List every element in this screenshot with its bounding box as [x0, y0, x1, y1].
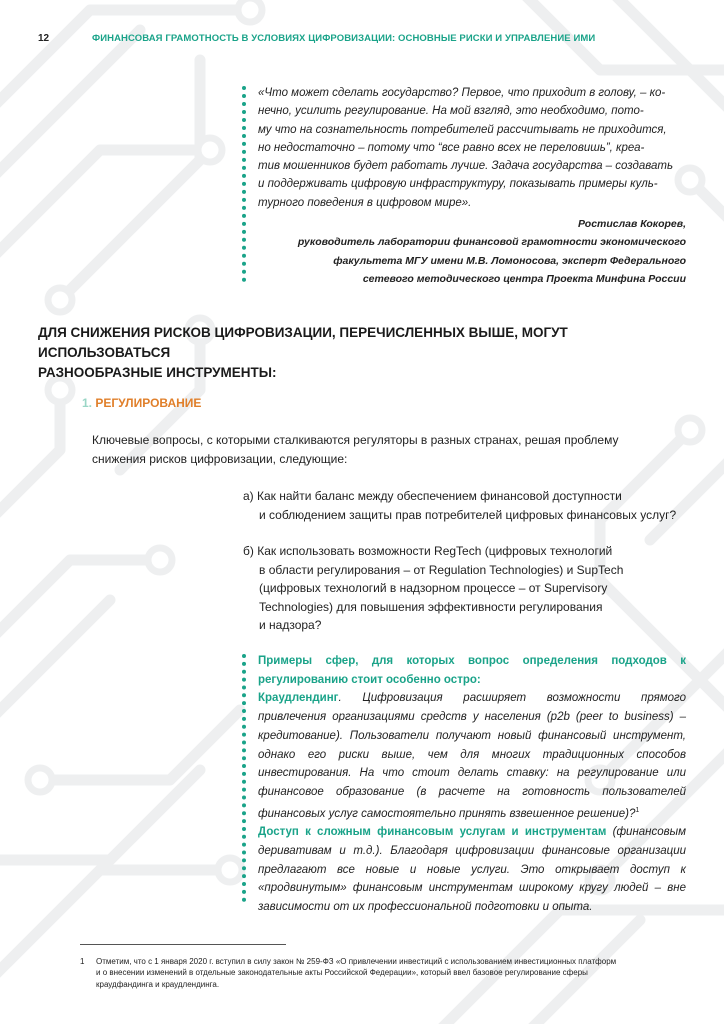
- quote-line: нечно, усилить регулирование. На мой взгляд, это необходимо, пото-: [258, 105, 644, 118]
- question-a: [243, 487, 693, 524]
- quote-attribution: [258, 215, 686, 288]
- question-a-line: а) Как найти баланс между обеспечением финансовой доступности: [243, 489, 622, 503]
- attribution-line: факультета МГУ имени М.В. Ломоносова, эксперт Федерального: [333, 254, 686, 267]
- subsection-heading: [82, 396, 201, 410]
- example-text: (финансовым деривативам и т.д.). Благодаря цифровизации финансовые организации предлагают все новые и новые услуги. Это открывает доступ к «продвинутым» финансовым инструментам широкому кругу людей – вне зависимости от их профессиональной подготовки и опыта.: [258, 826, 686, 913]
- example-term: Доступ к сложным финансовым услугам и инструментам: [258, 826, 607, 839]
- question-b-line: (цифровых технологий в надзорном процессе – от Supervisory: [259, 581, 608, 595]
- question-b-line: Technologies) для повышения эффективности регулирования: [259, 599, 603, 614]
- example-text: . Цифровизация расширяет возможности прямого привлечения организациями средств у населения (p2b (peer to business) – кредитование). Пользователи получают новый финансовый инструмент, однако его риски выше, чем для многих традиционных способов инвестирования. На что стоит делать ставку: на регулирование или финансовое образование (в расчете на готовность пользователей финансовых услуг самостоятельно принять взвешенное решение)?: [258, 692, 686, 820]
- quote-line: и поддерживать цифровую инфраструктуру, показывать примеры куль-: [258, 178, 658, 191]
- quote-line: тив мошенников будет работать лучше. Задача государства – создавать: [258, 160, 674, 173]
- footnote-number: 1: [80, 957, 85, 966]
- example-crowdlending: [258, 689, 686, 823]
- intro-paragraph: [92, 431, 692, 469]
- running-title: ФИНАНСОВАЯ ГРАМОТНОСТЬ В УСЛОВИЯХ ЦИФРОВИЗАЦИИ: ОСНОВНЫЕ РИСКИ И УПРАВЛЕНИЕ ИМИ: [92, 33, 596, 44]
- section-heading-line: РАЗНООБРАЗНЫЕ ИНСТРУМЕНТЫ:: [38, 365, 277, 380]
- example-term: Краудлендинг: [258, 692, 339, 705]
- examples-block: [258, 652, 686, 917]
- quote-line: но недостаточно – потому что “все равно всех не переловишь”, креа-: [258, 141, 645, 154]
- page-number: 12: [38, 33, 50, 44]
- footnote-line: Отметим, что с 1 января 2020 г. вступил в силу закон № 259-ФЗ «О привлечении инвестиций с использованием инвестиционных платформ: [96, 957, 617, 966]
- intro-line: снижения рисков цифровизации, следующие:: [92, 452, 348, 466]
- attribution-line: Ростислав Кокорев,: [577, 218, 686, 230]
- footnote-ref: 1: [635, 806, 640, 814]
- attribution-line: руководитель лаборатории финансовой грамотности экономического: [297, 236, 686, 249]
- subsection-title: РЕГУЛИРОВАНИЕ: [95, 396, 202, 410]
- quote-line: «Что может сделать государство? Первое, что приходит в голову, – ко-: [258, 87, 666, 99]
- quote-dotted-bar: [242, 86, 246, 282]
- example-complex-services: [258, 823, 686, 917]
- footnote-rule: [80, 944, 286, 945]
- intro-line: Ключевые вопросы, с которыми сталкиваются регуляторы в разных странах, решая проблему: [92, 433, 619, 447]
- question-a-line: и соблюдением защиты прав потребителей цифровых финансовых услуг?: [259, 507, 677, 522]
- question-b-line: б) Как использовать возможности RegTech (цифровых технологий: [243, 544, 613, 558]
- subsection-number: 1.: [82, 396, 93, 410]
- footnote: [80, 956, 690, 990]
- question-b: [243, 542, 693, 635]
- quote-line: турного поведения в цифровом мире».: [258, 196, 472, 209]
- section-heading-line: ДЛЯ СНИЖЕНИЯ РИСКОВ ЦИФРОВИЗАЦИИ, ПЕРЕЧИСЛЕННЫХ ВЫШЕ, МОГУТ ИСПОЛЬЗОВАТЬСЯ: [38, 325, 568, 360]
- footnote-line: и о внесении изменений в отдельные законодательные акты Российской Федерации», который ввел базовое регулирование сферы: [96, 968, 588, 978]
- footnote-line: краудфандинга и краудлендинга.: [96, 979, 220, 989]
- examples-heading: Примеры сфер, для которых вопрос определения подходов к регулированию стоит особенно остро:: [258, 655, 686, 686]
- section-heading: [38, 323, 698, 383]
- question-b-line: и надзора?: [259, 618, 322, 632]
- quote-line: му что на сознательность потребителей рассчитывать не приходится,: [258, 123, 667, 136]
- question-b-line: в области регулирования – от Regulation Technologies) и SupTech: [259, 562, 624, 577]
- expert-quote: [258, 84, 686, 212]
- attribution-line: сетевого методического центра Проекта Минфина России: [362, 272, 686, 285]
- examples-dotted-bar: [242, 654, 246, 902]
